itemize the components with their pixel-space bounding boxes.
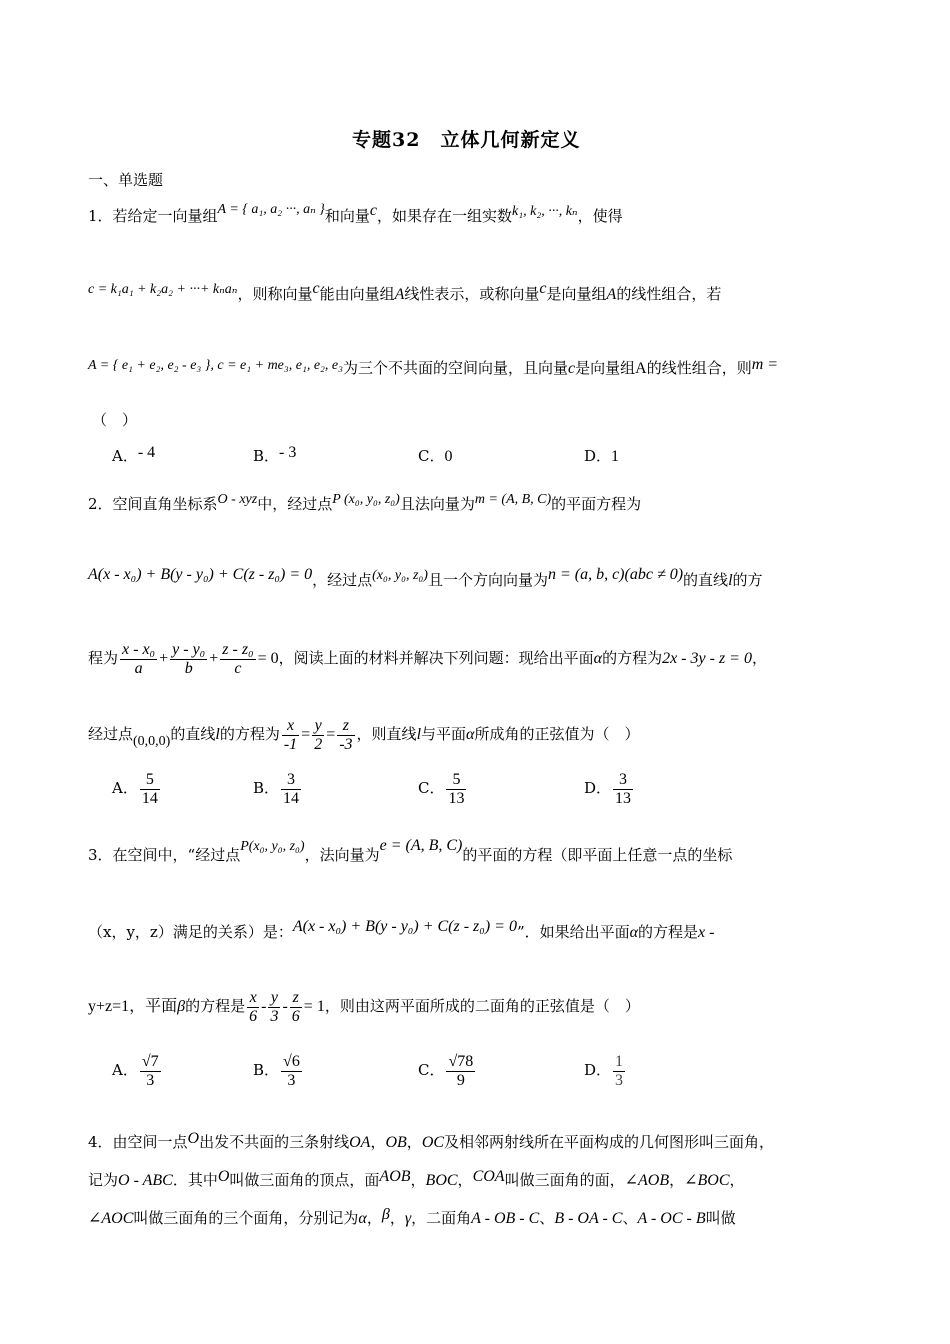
option-value: - 4 [137, 444, 156, 461]
q3-plane-equation: A(x - x₀) + B(y - y₀) + C(z - z₀) = 0 [292, 918, 517, 935]
q1-text: 的线性组合，则 [646, 359, 752, 377]
q1-line3 [88, 358, 778, 380]
q1-group-a: A [635, 360, 647, 377]
q1-group-a: A [394, 286, 405, 303]
q1-vector-c: c [568, 360, 576, 377]
q1-text: 为三个不共面的空间向量，且向量 [343, 359, 569, 377]
q1-vector-c: c [312, 280, 320, 297]
q2-line1: 2．空间直角坐标系O - xyz中，经过点P (x₀, y₀, z₀)且法向量为m = (A, B, C)的平面方程为 [88, 492, 642, 513]
q2-line2: A(x - x₀) + B(y - y₀) + C(z - z₀) = 0，经过点(x₀, y₀, z₀)且一个方向向量为n = (a, b, c)(abc ≠ 0)的直线l的方 [88, 566, 763, 589]
q2-fraction-z: $\frac{\text{z - z₀}}{c}$ [222, 640, 254, 677]
q2-coordinate-system: O - xyz [217, 492, 258, 507]
q1-text: ，如果存在一组实数 [377, 207, 513, 225]
q3-fraction-x: $\frac{x}{6}$ [249, 988, 258, 1025]
q2-line4: 经过点(0,0,0)的直线l的方程为 $\frac{x}{-1}$ = $\frac{y}{2}$ = $\frac{z}{-3}$ ，则直线l与平面α所成角的正弦值为（ ） [88, 716, 640, 753]
q1-set-a: A = { a₁, a₂ ···, aₙ } [217, 202, 325, 217]
q3-fraction-y: $\frac{y}{3}$ [270, 988, 279, 1025]
q2-plane-equation: A(x - x₀) + B(y - y₀) + C(z - z₀) = 0 [88, 566, 313, 583]
q1-text: 的线性组合，若 [616, 285, 722, 303]
q2-alpha-equation: 2x - 3y - z = 0 [662, 650, 752, 667]
q2-point-p: P (x₀, y₀, z₀) [332, 492, 400, 507]
q1-option-c[interactable]: C．0 [418, 447, 453, 465]
q2-line-fraction-y: $\frac{y}{2}$ [314, 716, 323, 753]
option-value: 0 [444, 448, 453, 465]
q3-option-a[interactable]: A． $\frac{√7}{3}$ [112, 1052, 159, 1089]
q2-line3: 程为 $\frac{\text{x - x₀}}{a}$ + $\frac{\text{y - y₀}}{b}$ + $\frac{\text{z - z₀}}{c}$ = 0，阅读上面的材料并解决下列问题：现给出平面α的方程为2x - 3y - z = 0， [88, 640, 767, 677]
q4-line2: 记为O - ABC．其中O叫做三面角的顶点，面AOB，BOC，COA叫做三面角的面，∠AOB，∠BOC， [88, 1168, 745, 1189]
q1-text: 是向量组 [575, 359, 636, 377]
q2-normal-vector: m = (A, B, C) [474, 492, 552, 507]
q1-condition-formula: A = { e₁ + e₂, e₂ - e₃ }, c = e₁ + me₃, e₁, e₂, e₃ [88, 358, 344, 373]
q2-fraction-x: $\frac{\text{x - x₀}}{a}$ [122, 640, 156, 677]
q3-line1: 3．在空间中，“经过点P(x₀, y₀, z₀)，法向量为e = (A, B, C)的平面的方程（即平面上任意一点的坐标 [88, 837, 733, 864]
q1-vector-c: c [369, 202, 378, 219]
q2-fraction-y: $\frac{\text{y - y₀}}{b}$ [172, 640, 206, 677]
q1-text: 线性表示，或称向量 [404, 285, 540, 303]
q3-normal-vector: e = (A, B, C) [379, 837, 463, 854]
q2-origin: (0,0,0) [133, 734, 171, 749]
q2-option-b[interactable]: B． $\frac{3}{14}$ [253, 770, 300, 807]
q1-text: 和向量 [324, 207, 370, 225]
q2-line-l: l [728, 572, 733, 589]
q2-line-fraction-z: $\frac{z}{-3}$ [339, 716, 353, 753]
q3-line2: （x，y，z）满足的关系）是：A(x - x₀) + B(y - y₀) + C(z - z₀) = 0”．如果给出平面α的方程是x - [88, 918, 715, 941]
q2-direction-vector: n = (a, b, c)(abc ≠ 0) [547, 566, 684, 583]
q3-option-b[interactable]: B． $\frac{√6}{3}$ [253, 1052, 300, 1089]
q1-text: 是向量组 [546, 285, 607, 303]
q1-text: ，使得 [577, 207, 623, 225]
q4-line3: ∠AOC叫做三面角的三个面角，分别记为α，β，γ，二面角A - OB - C、B - OA - C、A - OC - B叫做 [88, 1206, 736, 1227]
q3-fraction-z: $\frac{z}{6}$ [291, 988, 300, 1025]
q1-paren: （ ） [92, 411, 138, 429]
q1-vector-c: c [539, 280, 547, 297]
q1-text: 1．若给定一向量组 [88, 207, 218, 225]
q2-option-a[interactable]: A． $\frac{5}{14}$ [112, 770, 158, 807]
q1-m-equals: m = [751, 356, 779, 373]
q1-line1 [88, 202, 623, 228]
q1-text: ，则称向量 [237, 285, 313, 303]
q3-point-p: P(x₀, y₀, z₀) [240, 839, 305, 854]
q1-scalars-k: k₁, k₂, ···, kₙ [512, 204, 578, 219]
q1-combination-formula: c = k₁a₁ + k₂a₂ + ···+ kₙaₙ [88, 282, 238, 297]
q1-text: 能由向量组 [319, 285, 395, 303]
q3-option-c[interactable]: C． $\frac{√78}{9}$ [418, 1052, 474, 1089]
q2-option-d[interactable]: D． $\frac{3}{13}$ [584, 770, 632, 807]
q3-line3: y+z=1，平面β的方程是 $\frac{x}{6}$ - $\frac{y}{3}$ - $\frac{z}{6}$ = 1，则由这两平面所成的二面角的正弦值是（ ） [88, 988, 640, 1025]
option-value: 1 [611, 448, 620, 465]
q3-option-d[interactable]: D． $\frac{1}{3}$ [584, 1052, 624, 1089]
q1-option-d[interactable]: D．1 [584, 447, 620, 465]
q1-option-b[interactable]: B．- 3 [253, 444, 297, 465]
q4-line1: 4．由空间一点O出发不共面的三条射线OA，OB，OC及相邻两射线所在平面构成的几何图形叫三面角， [88, 1130, 775, 1151]
section-heading: 一、单选题 [88, 171, 164, 189]
q2-point: (x₀, y₀, z₀) [372, 568, 428, 583]
option-value: - 3 [279, 444, 297, 461]
q1-line2 [88, 280, 722, 306]
q1-group-a: A [606, 286, 617, 303]
q2-line-fraction-x: $\frac{x}{-1}$ [283, 716, 298, 753]
q1-option-a[interactable]: A．- 4 [112, 444, 156, 465]
page-title: 专题32 立体几何新定义 [352, 129, 581, 151]
q2-option-c[interactable]: C． $\frac{5}{13}$ [418, 770, 465, 807]
